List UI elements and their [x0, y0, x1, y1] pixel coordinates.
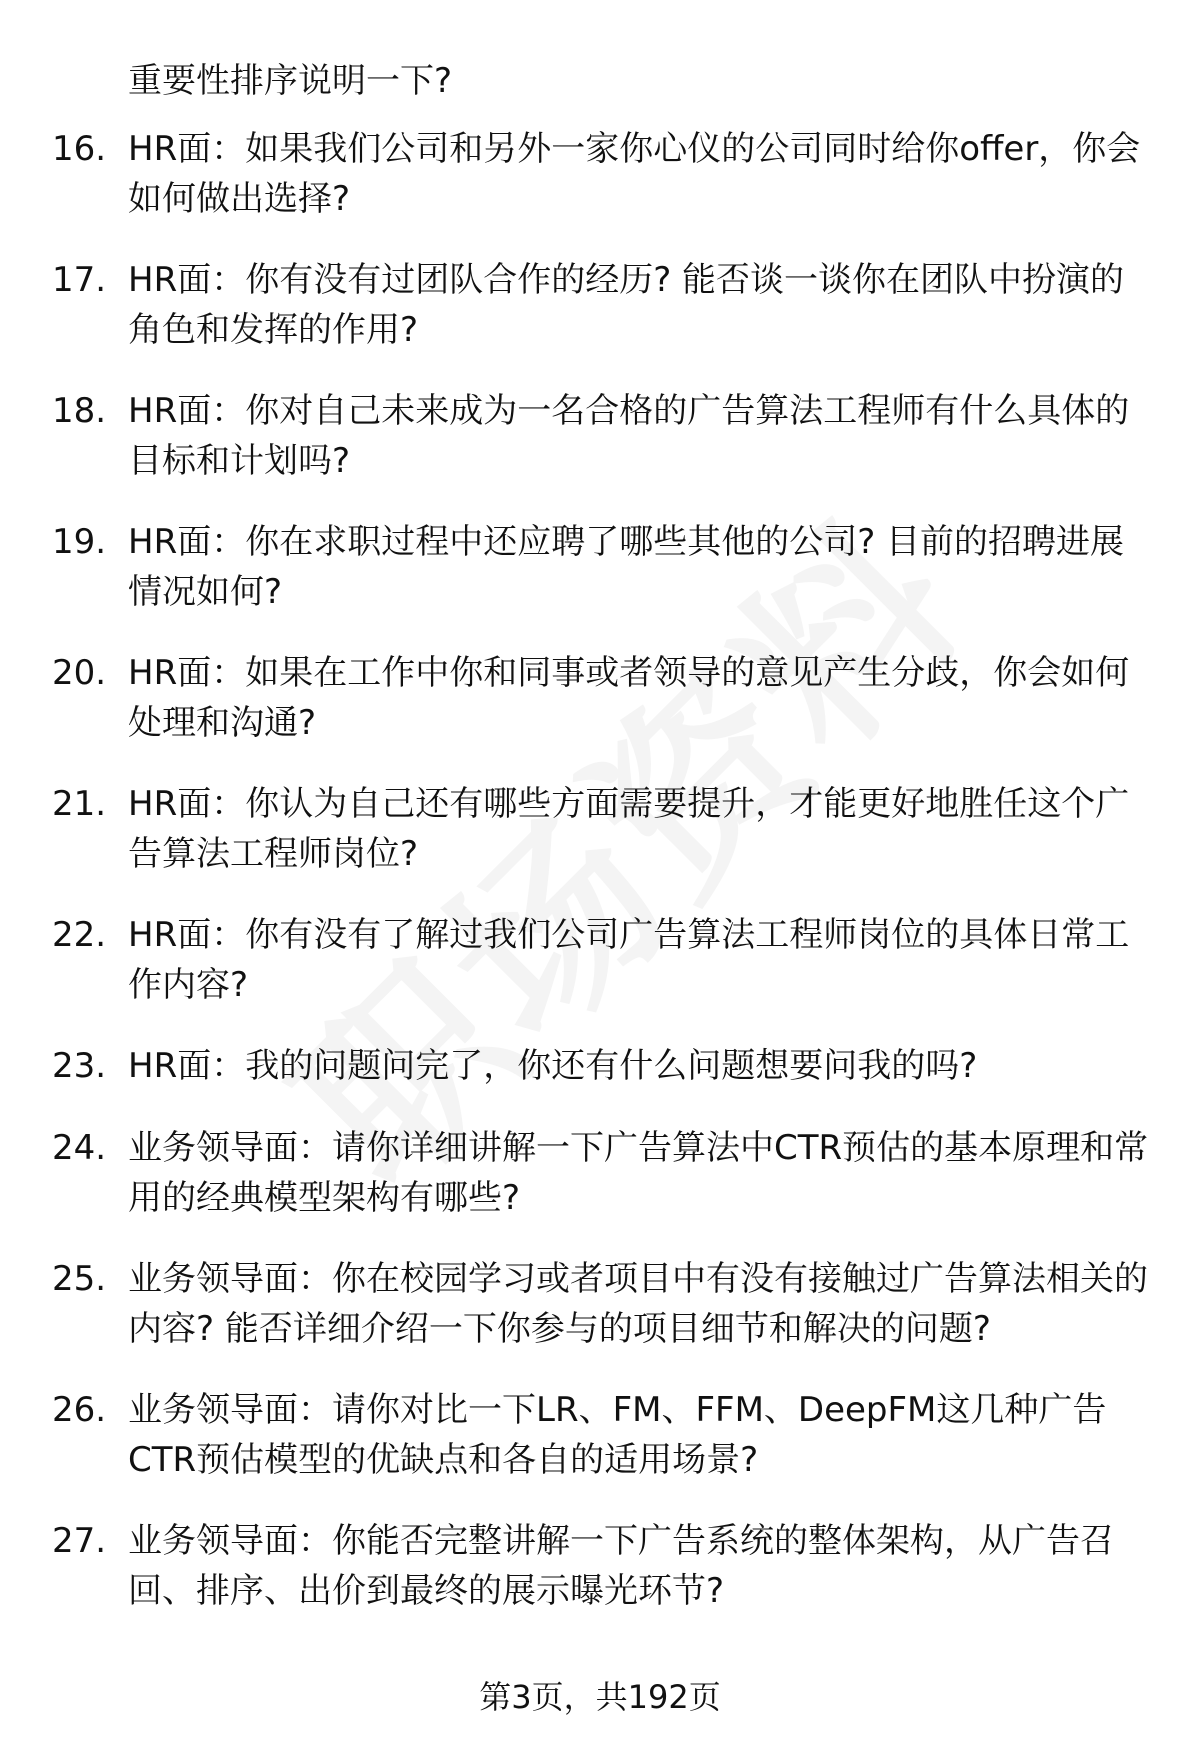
question-text: 业务领导面：你能否完整讲解一下广告系统的整体架构，从广告召回、排序、出价到最终的展示曝光环节? — [128, 1521, 1114, 1611]
question-text: 业务领导面：请你对比一下LR、FM、FFM、DeepFM这几种广告CTR预估模型的优缺点和各自的适用场景? — [128, 1390, 1107, 1480]
question-number: 25. — [52, 1259, 107, 1299]
question-item — [0, 779, 1200, 910]
question-item — [0, 255, 1200, 386]
question-number: 19. — [52, 522, 107, 562]
question-number: 22. — [52, 915, 107, 955]
question-text: HR面：我的问题问完了，你还有什么问题想要问我的吗? — [128, 1046, 978, 1086]
question-number: 18. — [52, 391, 107, 431]
question-text: HR面：如果在工作中你和同事或者领导的意见产生分歧，你会如何处理和沟通? — [128, 653, 1130, 743]
question-item — [0, 1516, 1200, 1647]
question-item — [0, 910, 1200, 1041]
question-number: 23. — [52, 1046, 107, 1086]
question-text: HR面：你对自己未来成为一名合格的广告算法工程师有什么具体的目标和计划吗? — [128, 391, 1130, 481]
question-text: 业务领导面：请你详细讲解一下广告算法中CTR预估的基本原理和常用的经典模型架构有哪些? — [128, 1128, 1149, 1218]
question-text: HR面：你认为自己还有哪些方面需要提升，才能更好地胜任这个广告算法工程师岗位? — [128, 784, 1130, 874]
question-number: 24. — [52, 1128, 107, 1168]
question-number: 16. — [52, 129, 107, 169]
question-text: HR面：如果我们公司和另外一家你心仪的公司同时给你offer，你会如何做出选择? — [128, 129, 1141, 219]
question-item — [0, 517, 1200, 648]
page-footer: 第3页，共192页 — [479, 1678, 721, 1716]
question-text: HR面：你在求职过程中还应聘了哪些其他的公司? 目前的招聘进展情况如何? — [128, 522, 1125, 612]
question-item — [0, 648, 1200, 779]
question-item — [0, 1254, 1200, 1385]
question-item — [0, 386, 1200, 517]
question-text: HR面：你有没有过团队合作的经历? 能否谈一谈你在团队中扮演的角色和发挥的作用? — [128, 260, 1125, 350]
question-item — [0, 1123, 1200, 1254]
question-item — [0, 1385, 1200, 1516]
question-item — [0, 124, 1200, 255]
question-text: HR面：你有没有了解过我们公司广告算法工程师岗位的具体日常工作内容? — [128, 915, 1130, 1005]
question-number: 27. — [52, 1521, 107, 1561]
question-number: 26. — [52, 1390, 107, 1430]
question-text: 业务领导面：你在校园学习或者项目中有没有接触过广告算法相关的内容? 能否详细介绍一下你参与的项目细节和解决的问题? — [128, 1259, 1148, 1349]
question-number: 21. — [52, 784, 107, 824]
continuation-text: 重要性排序说明一下? — [128, 61, 453, 101]
question-number: 17. — [52, 260, 107, 300]
question-list — [0, 124, 1200, 1647]
question-number: 20. — [52, 653, 107, 693]
question-item — [0, 1041, 1200, 1123]
